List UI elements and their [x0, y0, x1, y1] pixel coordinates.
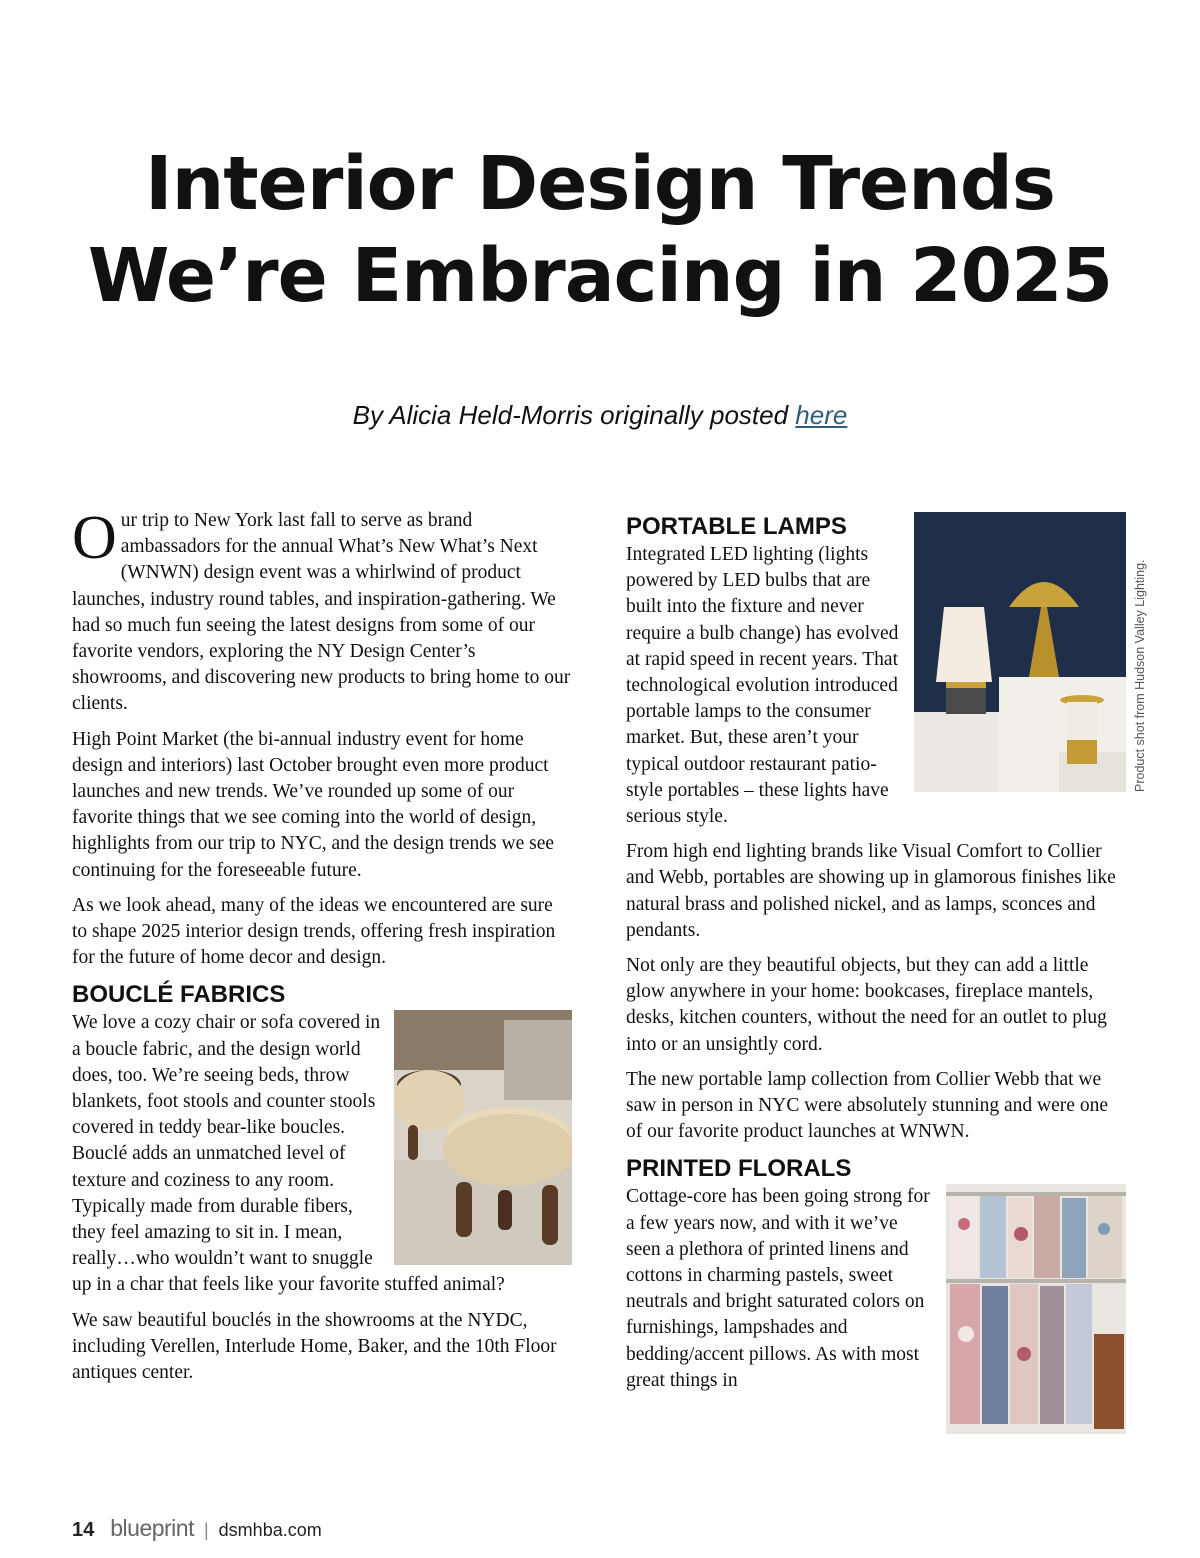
florals-illustration [946, 1184, 1126, 1434]
florals-paragraph-1: Cottage-core has been going strong for a few years now, and with it we’ve seen a plethora of printed linens and cottons in charming pastels, sweet neutrals and bright saturated colors on furnishings, lampshades and bedding/accent pillows. As with most great things in [626, 1186, 930, 1391]
intro-paragraph-2: High Point Market (the bi-annual industry event for home design and interiors) last October brought even more product launches and new trends. We’ve rounded up some of our favorite things that we see coming into the world of design, highlights from our trip to NYC, and the design trends we see continuing for the foreseeable future. [72, 728, 555, 881]
blueprint-logo: blueprint [110, 1515, 194, 1541]
title-line-2: We’re Embracing in 2025 [87, 233, 1113, 319]
boucle-heading: BOUCLÉ FABRICS [72, 981, 286, 1009]
intro-paragraph-3: As we look ahead, many of the ideas we encountered are sure to shape 2025 interior design trends, offering fresh inspiration for the future of home decor and design. [72, 894, 556, 969]
lamps-paragraph-3: Not only are they beautiful objects, but they can add a little glow anywhere in your home: bookcases, fireplace mantels, desks, kitchen counters, without the need for an outlet to plug into or an unsightly cord. [626, 955, 1107, 1055]
lamps-paragraph-4: The new portable lamp collection from Collier Webb that we saw in person in NYC were absolutely stunning and were one of our favorite product launches at WNWN. [626, 1068, 1108, 1143]
portable-lamps-photo [914, 512, 1126, 792]
boucle-paragraph-2: We saw beautiful bouclés in the showrooms at the NYDC, including Verellen, Interlude Home, Baker, and the 10th Floor antiques center. [72, 1309, 557, 1384]
printed-florals-photo [946, 1184, 1126, 1434]
lamps-paragraph-2: From high end lighting brands like Visual Comfort to Collier and Webb, portables are showing up in glamorous finishes like natural brass and polished nickel, and as lamps, sconces and pendants. [626, 841, 1116, 941]
florals-heading: PRINTED FLORALS [626, 1155, 852, 1183]
source-link[interactable]: here [795, 400, 848, 430]
lamps-paragraph-1: Integrated LED lighting (lights powered by LED bulbs that are built into the fixture and never require a bulb change) has evolved at rapid speed in recent years. That technological evolution introduced portable lamps to the consumer market. But, these aren’t your typical outdoor restaurant patio-style portables – these lights have serious style. [626, 544, 899, 828]
title-line-1: Interior Design Trends [145, 141, 1055, 227]
lamps-heading: PORTABLE LAMPS [626, 513, 847, 540]
right-column [626, 512, 1126, 1440]
byline [0, 398, 1200, 432]
page-number: 14 [72, 1519, 95, 1541]
footer-website: dsmhba.com [218, 1520, 322, 1540]
article-title [0, 138, 1200, 322]
left-column [72, 504, 572, 1395]
page-footer [72, 1515, 322, 1542]
boucle-stools-photo [394, 1010, 572, 1265]
drop-cap: O [72, 504, 117, 572]
photo-credit: Product shot from Hudson Valley Lighting. [1133, 559, 1147, 792]
byline-text: By Alicia Held-Morris originally posted [352, 400, 796, 430]
lamps-illustration [914, 512, 1126, 792]
intro-paragraph-1: Our trip to New York last fall to serve as brand ambassadors for the annual What’s New What’s Next (WNWN) design event was a whirlwind of product launches, industry round tables, and inspiration-gathering. We had so much fun seeing the latest designs from some of our favorite vendors, exploring the NY Design Center’s showrooms, and discovering new products to bring home to our clients. [72, 504, 571, 715]
boucle-paragraph-1: We love a cozy chair or sofa covered in a boucle fabric, and the design world does, too. We’re seeing beds, throw blankets, foot stools and counter stools covered in teddy bear-like boucles. Bouclé adds an unmatched level of texture and coziness to any room. Typically made from durable fibers, they feel amazing to sit in. I mean, really…who wouldn’t want to snuggle up in a char that feels like your favorite stuffed animal? [72, 1012, 505, 1296]
boucle-stools-illustration [394, 1010, 572, 1265]
footer-separator: | [203, 1520, 209, 1540]
